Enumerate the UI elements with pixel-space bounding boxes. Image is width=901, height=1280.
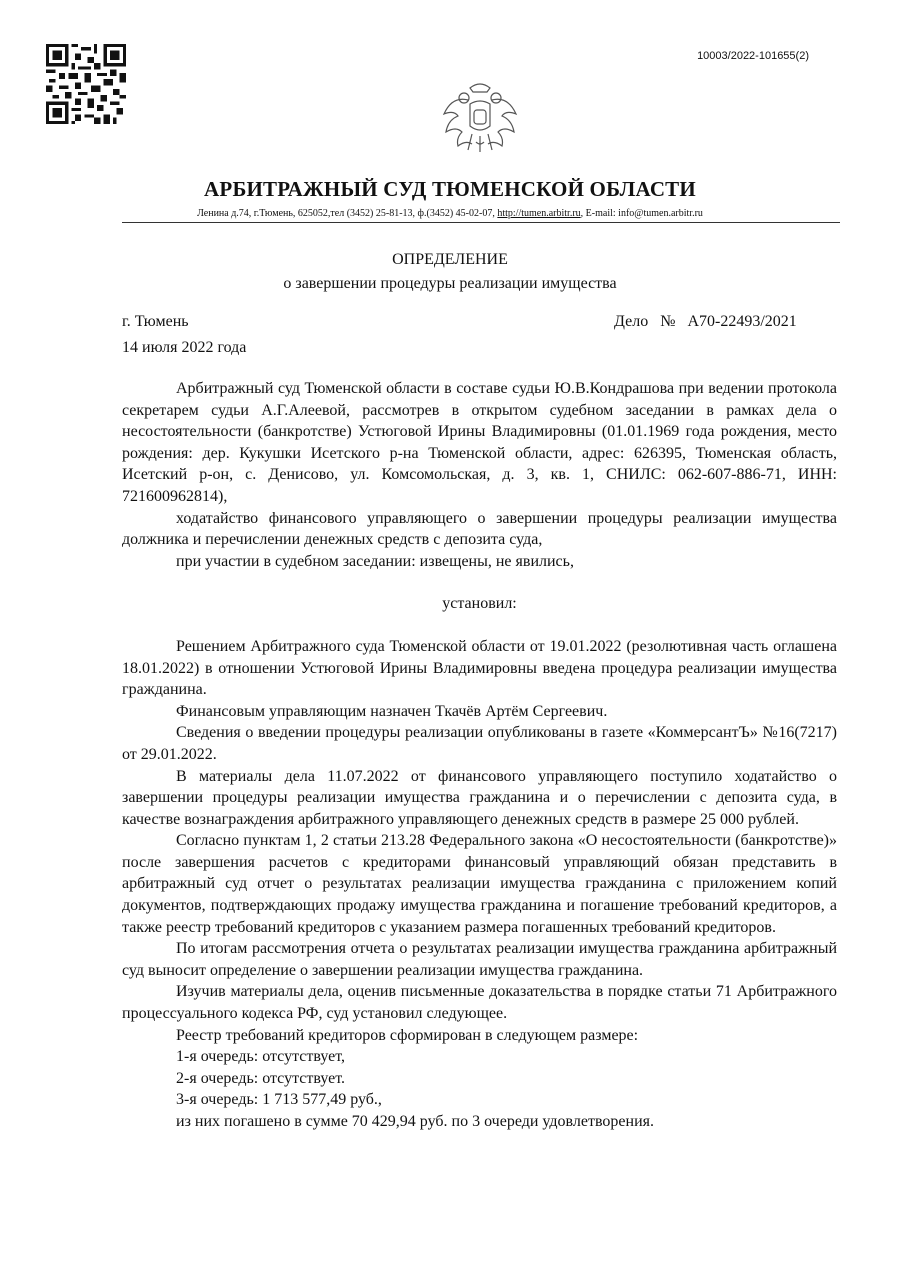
case-number-value: А70-22493/2021 — [687, 313, 797, 330]
paragraph-intro: Арбитражный суд Тюменской области в составе судьи Ю.В.Кондрашова при ведении протокола секретарем судьи А.Г.Алеевой, рассмотрев в открытом судебном заседании в рамках дела о несостоятельности (банкротстве) Устюговой Ирины Владимировны (01.01.1969 года рождения, место рождения: дер. Кукушки Исетского р-на Тюменской области, адрес: 626395, Тюменская область, Исетский р-он, с. Денисово, ул. Комсомольская, д. 3, кв. 1, СНИЛС: 062-607-886-71, ИНН: 721600962814), — [122, 380, 837, 505]
paragraph-law: Согласно пунктам 1, 2 статьи 213.28 Федерального закона «О несостоятельности (банкротстве)» после завершения расчетов с кредиторами финансовый управляющий обязан представить в арбитражный суд отчет о результатах реализации имущества гражданина с приложением копий документов, подтверждающих продажу имущества гражданина и погашение требований кредиторов, а также реестр требований кредиторов с указанием размера погашенных требований кредиторов. — [122, 832, 837, 936]
title-main: ОПРЕДЕЛЕНИЕ — [392, 251, 508, 268]
registry-queue-2: 2-я очередь: отсутствует. — [176, 1069, 346, 1087]
paragraph-attendance: при участии в судебном заседании: извещены, не явились, — [176, 552, 574, 570]
paragraph-publication: Сведения о введении процедуры реализации опубликованы в газете «КоммерсантЪ» №16(7217) от 29.01.2022. — [122, 724, 837, 763]
email-text: , E-mail: info@tumen.arbitr.ru — [580, 208, 703, 219]
paragraph-manager: Финансовым управляющим назначен Ткачёв Артём Сергеевич. — [176, 702, 608, 720]
registry-repaid: из них погашено в сумме 70 429,94 руб. по 3 очереди удовлетворения. — [176, 1113, 654, 1130]
address-text: Ленина д.74, г.Тюмень, 625052,тел (3452) 25-81-13, ф.(3452) 45-02-07, — [197, 208, 498, 219]
paragraph-registry: Реестр требований кредиторов сформирован в следующем размере: — [176, 1026, 639, 1044]
paragraph-decision: Решением Арбитражного суда Тюменской области от 19.01.2022 (резолютивная часть оглашена 18.01.2022) в отношении Устюговой Ирины Владимировны введена процедура реализации имущества гражданина. — [122, 637, 837, 699]
case-number — [614, 313, 797, 331]
paragraph-evidence: Изучив материалы дела, оценив письменные доказательства в порядке статьи 71 Арбитражного процессуального кодекса РФ, суд установил следующее. — [122, 983, 837, 1023]
court-address — [60, 208, 840, 219]
registry-queue-1: 1-я очередь: отсутствует, — [176, 1048, 346, 1066]
city: г. Тюмень — [122, 313, 189, 330]
document-body — [122, 378, 837, 1133]
title-subtitle: о завершении процедуры реализации имущества — [283, 275, 617, 292]
section-established: установил: — [442, 595, 517, 613]
paragraph-petition: ходатайство финансового управляющего о завершении процедуры реализации имущества должника и перечислении денежных средств с депозита суда, — [122, 509, 837, 549]
case-label: Дело № — [614, 313, 676, 330]
document-number: 10003/2022-101655(2) — [697, 50, 809, 62]
document-title — [100, 248, 800, 296]
header-divider — [122, 222, 840, 223]
decision-date: 14 июля 2022 года — [122, 339, 247, 356]
qr-code — [46, 44, 126, 124]
paragraph-materials: В материалы дела 11.07.2022 от финансового управляющего поступило ходатайство о завершении процедуры реализации имущества гражданина и о перечислении с депозита суда, в качестве вознаграждения арбитражного управляющего денежных средств в размере 25 000 рублей. — [122, 767, 837, 828]
court-website-link[interactable]: http://tumen.arbitr.ru — [497, 208, 581, 219]
court-name: АРБИТРАЖНЫЙ СУД ТЮМЕНСКОЙ ОБЛАСТИ — [204, 177, 696, 201]
registry-queue-3: 3-я очередь: 1 713 577,49 руб., — [176, 1091, 382, 1109]
coat-of-arms-icon — [440, 80, 520, 158]
paragraph-report: По итогам рассмотрения отчета о результатах реализации имущества гражданина арбитражный суд выносит определение о завершении реализации имущества гражданина. — [122, 940, 837, 979]
